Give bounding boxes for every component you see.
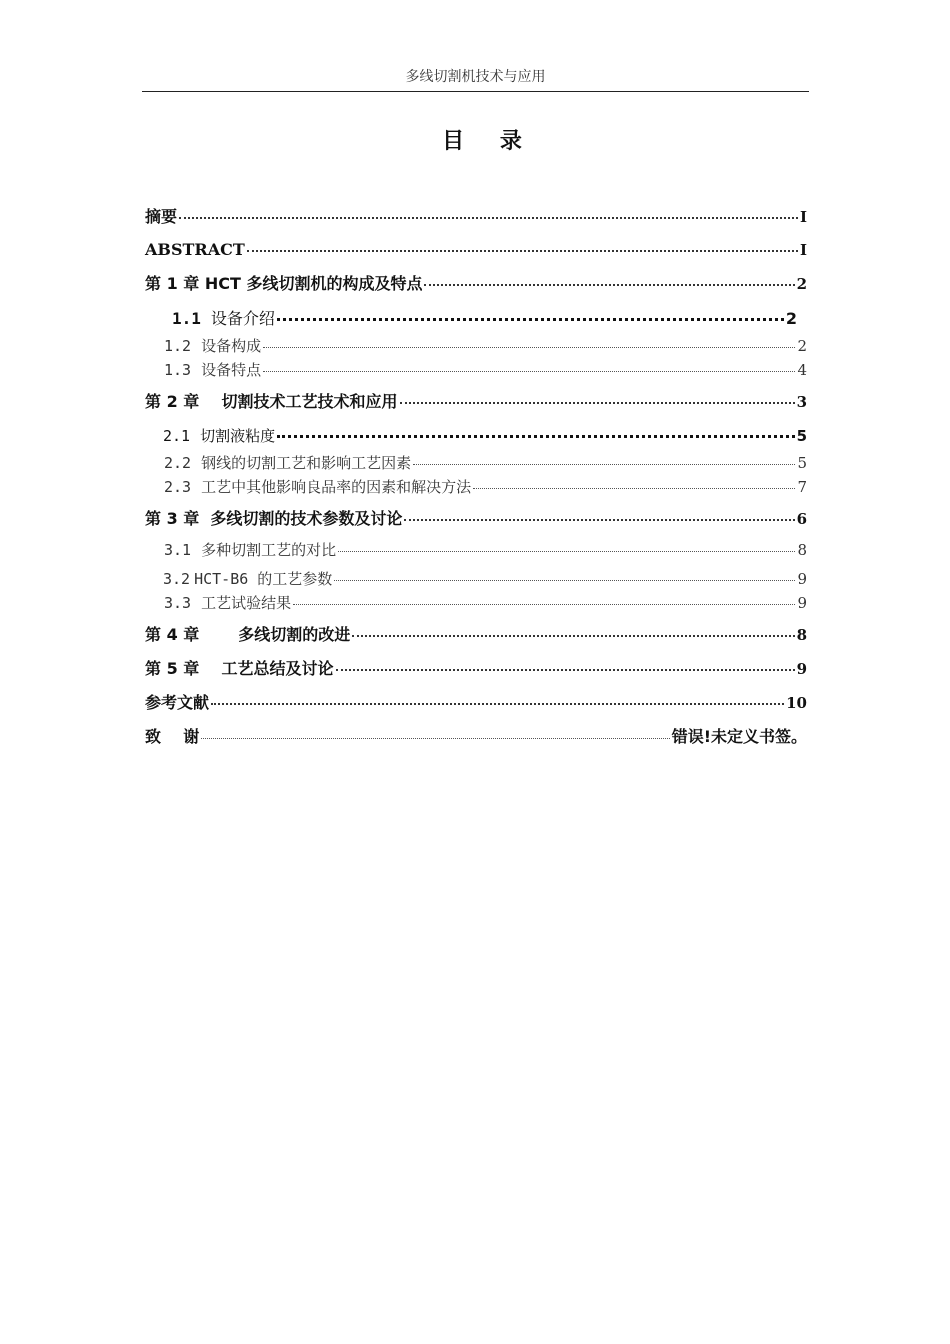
dot-leader	[277, 302, 784, 321]
toc-entry-page: 8	[796, 626, 807, 644]
dot-leader	[263, 356, 795, 372]
dot-leader	[179, 201, 798, 219]
toc-entry-number: 1.2	[164, 337, 192, 355]
toc-entry-label: 工艺中其他影响良品率的因素和解决方法	[201, 478, 472, 496]
toc-entry-label: 设备特点	[201, 361, 262, 379]
dot-leader	[404, 503, 794, 521]
toc-entry-page: 2	[785, 309, 797, 328]
toc-entry-label: 多种切割工艺的对比	[201, 541, 337, 559]
toc-entry-3-1[interactable]	[164, 539, 807, 561]
toc-entry-page: 2	[797, 337, 807, 355]
toc-entry-page: 9	[797, 594, 807, 612]
toc-entry-chapter-1[interactable]	[145, 271, 807, 293]
toc-entry-2-2[interactable]	[164, 452, 807, 474]
toc-entry-page: 8	[797, 541, 807, 559]
toc-entry-page: 7	[797, 478, 807, 496]
toc-entry-page: 3	[796, 393, 807, 411]
toc-entry-number: 2.3	[164, 478, 192, 496]
dot-leader	[424, 268, 794, 286]
dot-leader	[338, 536, 795, 552]
toc-entry-label: ABSTRACT	[145, 240, 245, 259]
toc-entry-label: 参考文献	[145, 693, 210, 712]
toc-entry-number: 3.3	[164, 594, 192, 612]
toc-entry-label: 第 2 章 切割技术工艺技术和应用	[145, 392, 398, 411]
toc-entry-page: I	[799, 241, 807, 259]
toc-entry-label: 钢线的切割工艺和影响工艺因素	[201, 454, 412, 472]
toc-entry-page: I	[799, 208, 807, 226]
toc-entry-2-3[interactable]	[164, 476, 807, 498]
dot-leader	[334, 565, 795, 581]
toc-entry-label: 设备介绍	[210, 309, 275, 328]
page-header: 多线切割机技术与应用	[405, 69, 546, 85]
toc-entry-page: 5	[797, 454, 807, 472]
toc-entry-chapter-4[interactable]	[145, 622, 807, 644]
toc-entry-abstract-en[interactable]	[145, 237, 807, 259]
toc-entry-page: 9	[796, 660, 807, 678]
toc-entry-label: 摘要	[145, 207, 178, 226]
toc-entry-number: 1.3	[164, 361, 192, 379]
toc-entry-number: 1.1	[172, 309, 201, 328]
toc-entry-page: 9	[797, 570, 807, 588]
header-rule	[142, 91, 809, 92]
dot-leader	[263, 332, 795, 348]
toc-entry-2-1[interactable]	[163, 423, 807, 445]
toc-entry-number: 3.1	[164, 541, 192, 559]
toc-entry-references[interactable]	[145, 690, 807, 712]
toc-entry-page: 错误!未定义书签。	[671, 727, 807, 746]
toc-entry-label: 第 4 章 多线切割的改进	[145, 625, 351, 644]
dot-leader	[336, 653, 795, 671]
toc-entry-chapter-2[interactable]	[145, 389, 807, 411]
toc-entry-page: 2	[796, 275, 807, 293]
toc-entry-page: 4	[797, 361, 807, 379]
toc-entry-page: 6	[796, 510, 807, 528]
toc-entry-1-3[interactable]	[164, 359, 807, 381]
dot-leader	[293, 589, 795, 605]
toc-entry-1-1[interactable]	[172, 305, 797, 327]
toc-entry-label: 切割液粘度	[200, 427, 276, 445]
toc-entry-label: 工艺试验结果	[201, 594, 292, 612]
toc-entry-3-3[interactable]	[164, 592, 807, 614]
toc-entry-1-2[interactable]	[164, 335, 807, 357]
toc-entry-label: 第 5 章 工艺总结及讨论	[145, 659, 334, 678]
dot-leader	[201, 722, 669, 739]
dot-leader	[400, 386, 795, 404]
toc-entry-acknowledgements[interactable]	[145, 724, 807, 746]
toc-entry-label: HCT-B6 的工艺参数	[194, 570, 333, 588]
toc-title: 目 录	[442, 129, 536, 154]
dot-leader	[277, 420, 794, 438]
toc-entry-label: 第 3 章 多线切割的技术参数及讨论	[145, 509, 403, 528]
toc-entry-chapter-5[interactable]	[145, 656, 807, 678]
toc-entry-3-2[interactable]	[163, 568, 807, 590]
dot-leader	[413, 449, 795, 465]
dot-leader	[352, 619, 794, 637]
dot-leader	[247, 234, 798, 252]
toc-entry-abstract-cn[interactable]	[145, 204, 807, 226]
dot-leader	[211, 687, 784, 705]
toc-entry-page: 10	[786, 694, 807, 712]
toc-entry-number: 3.2	[163, 570, 191, 588]
toc-entry-number: 2.1	[163, 427, 191, 445]
toc-entry-label: 第 1 章 HCT 多线切割机的构成及特点	[145, 274, 423, 293]
dot-leader	[473, 473, 795, 489]
toc-entry-page: 5	[796, 427, 807, 445]
toc-entry-label: 设备构成	[201, 337, 262, 355]
toc-entry-number: 2.2	[164, 454, 192, 472]
toc-entry-chapter-3[interactable]	[145, 506, 807, 528]
toc-entry-label: 致 谢	[145, 727, 200, 746]
